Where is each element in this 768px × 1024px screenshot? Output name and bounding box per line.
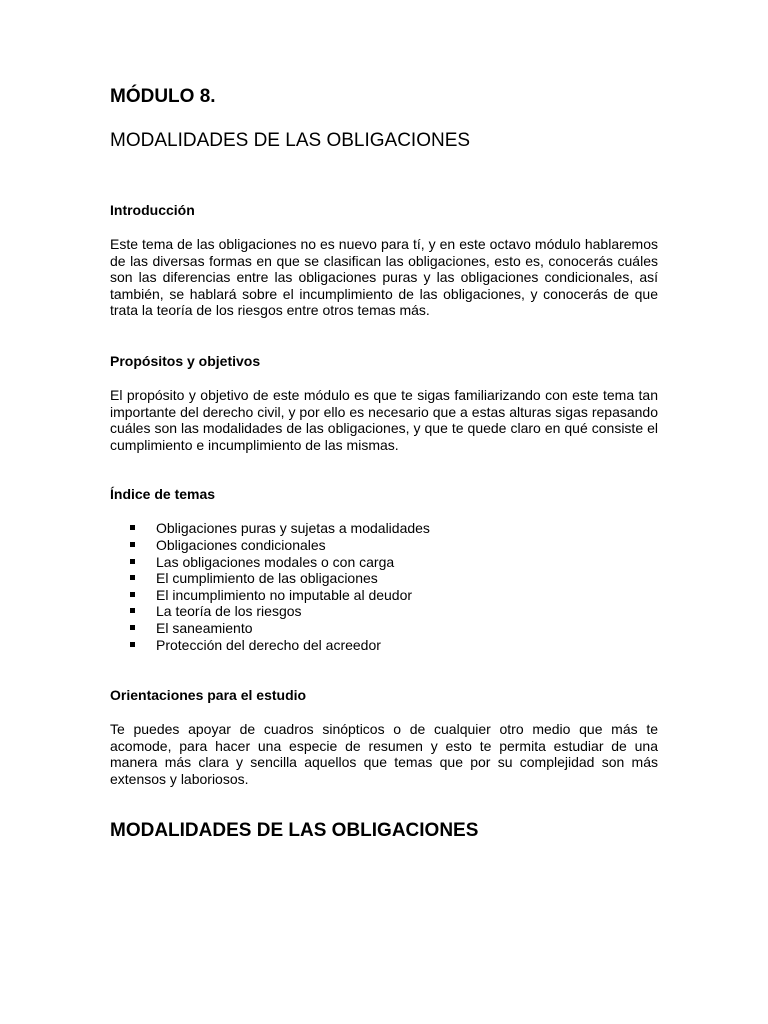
topic-label: Obligaciones puras y sujetas a modalidades: [156, 520, 430, 537]
topic-label: El cumplimiento de las obligaciones: [156, 570, 378, 587]
list-item: [130, 570, 658, 587]
topic-label: Las obligaciones modales o con carga: [156, 553, 395, 570]
topic-label: El saneamiento: [156, 619, 253, 636]
list-item: [130, 603, 658, 620]
list-item: [130, 637, 658, 654]
topic-label: La teoría de los riesgos: [156, 603, 302, 620]
bullet-icon: [130, 625, 135, 630]
section-heading-introduction: Introducción: [110, 202, 195, 218]
list-item: [130, 587, 658, 604]
section-heading-study-orientation: Orientaciones para el estudio: [110, 687, 307, 704]
bullet-icon: [130, 608, 135, 613]
list-item: [130, 520, 658, 537]
purpose-paragraph: El propósito y objetivo de este módulo es que te sigas familiarizando con este tema tan importante del derecho civil, y por ello es necesario que a estas alturas sigas repasando cuáles son las modalidades de las obligaciones, y que te quede claro en qué consiste el cumplimiento e incumplimiento de las mismas.: [110, 386, 658, 453]
bullet-icon: [130, 642, 135, 647]
list-item: [130, 537, 658, 554]
bullet-icon: [130, 592, 135, 597]
list-item: [130, 554, 658, 571]
bullet-icon: [130, 559, 135, 564]
bullet-icon: [130, 525, 135, 530]
module-subtitle: MODALIDADES DE LAS OBLIGACIONES: [110, 130, 471, 151]
closing-heading: MODALIDADES DE LAS OBLIGACIONES: [110, 820, 479, 842]
section-heading-purpose: Propósitos y objetivos: [110, 352, 261, 369]
module-title: MÓDULO 8.: [110, 86, 216, 107]
list-item: [130, 620, 658, 637]
topic-label: Obligaciones condicionales: [156, 536, 326, 553]
introduction-paragraph: Este tema de las obligaciones no es nuevo para tí, y en este octavo módulo hablaremos de las diversas formas en que se clasifican las obligaciones, esto es, conocerás cuáles son las diferencias entre las obligaciones puras y las obligaciones condicionales, así también, se hablará sobre el incumplimiento de las obligaciones, y conocerás de que trata la teoría de los riesgos entre otros temas más.: [110, 236, 658, 319]
topic-label: Protección del derecho del acreedor: [156, 636, 381, 653]
orientation-paragraph: Te puedes apoyar de cuadros sinópticos o de cualquier otro medio que más te acomode, para hacer una especie de resumen y esto te permita estudiar de una manera más clara y sencilla aquellos que temas que por su complejidad son más extensos y laboriosos.: [110, 721, 658, 787]
topic-list: [110, 520, 658, 653]
topic-label: El incumplimiento no imputable al deudor: [156, 586, 413, 603]
bullet-icon: [130, 542, 135, 547]
section-heading-topic-index: Índice de temas: [110, 486, 216, 503]
bullet-icon: [130, 575, 135, 580]
